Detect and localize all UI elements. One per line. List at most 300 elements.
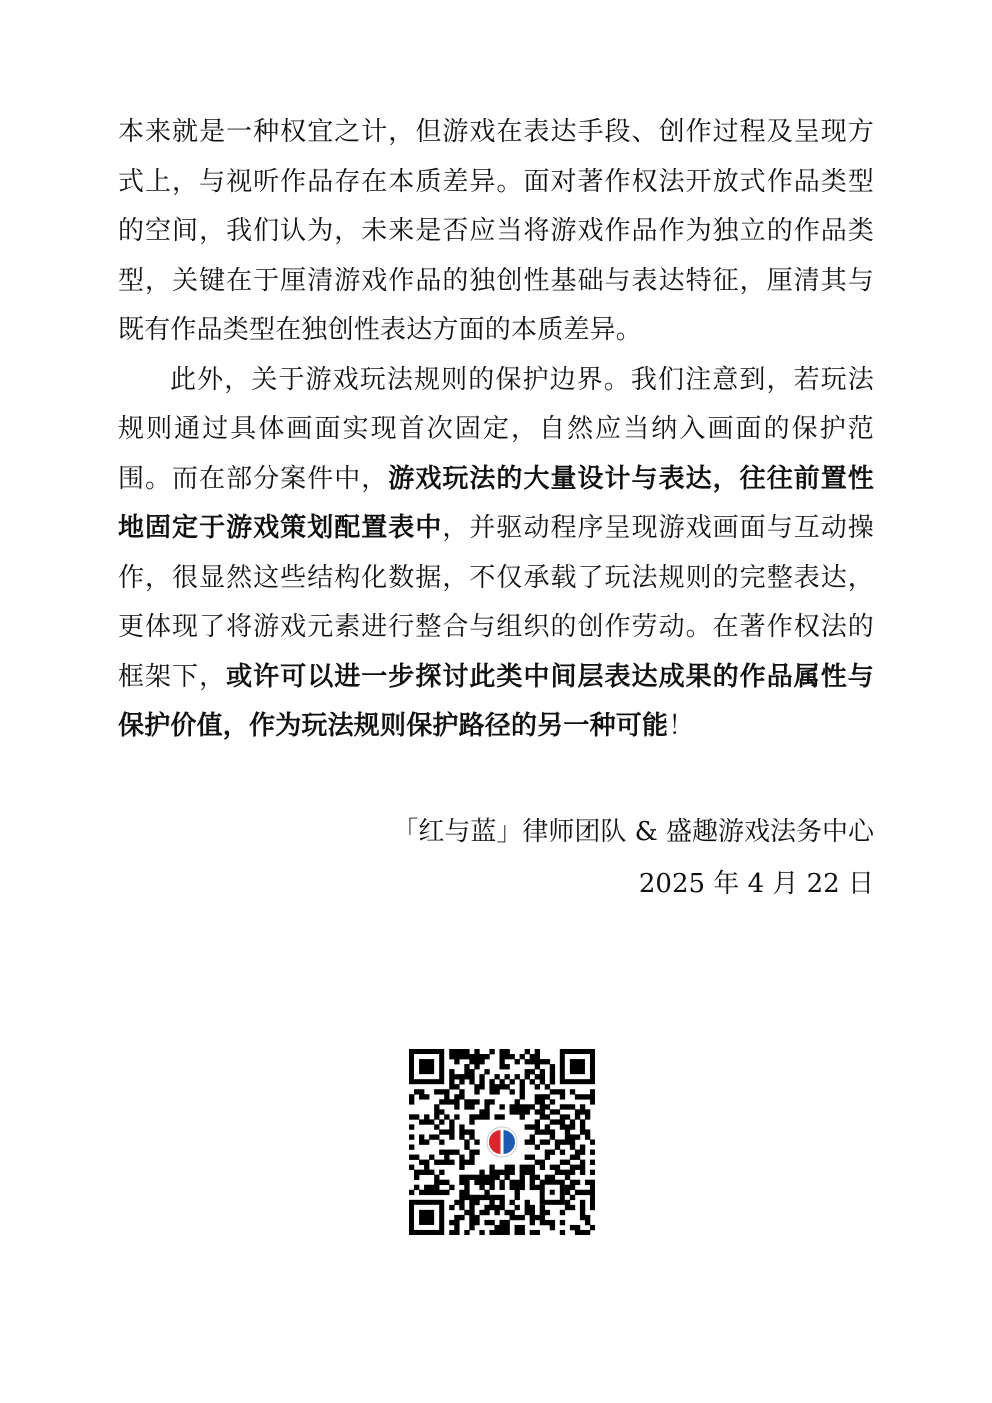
qr-module: [469, 1074, 474, 1079]
qr-module: [464, 1139, 469, 1144]
qr-module: [590, 1160, 595, 1165]
qr-module: [550, 1119, 555, 1124]
qr-module: [505, 1054, 510, 1059]
qr-module: [449, 1069, 454, 1074]
qr-module: [434, 1180, 439, 1185]
qr-module: [489, 1079, 494, 1084]
qr-module: [459, 1180, 464, 1185]
qr-module: [550, 1074, 555, 1079]
qr-module: [560, 1094, 565, 1099]
qr-module: [499, 1180, 504, 1185]
qr-module: [484, 1069, 489, 1074]
qr-module: [469, 1220, 474, 1225]
qr-module: [540, 1074, 545, 1079]
qr-module: [510, 1089, 515, 1094]
qr-module: [484, 1190, 489, 1195]
qr-module: [464, 1064, 469, 1069]
qr-module: [585, 1114, 590, 1119]
qr-module: [429, 1155, 434, 1160]
qr-module: [510, 1165, 515, 1170]
qr-module: [560, 1124, 565, 1129]
qr-module: [545, 1084, 550, 1089]
qr-module: [525, 1059, 530, 1064]
qr-module: [550, 1069, 555, 1074]
qr-module: [414, 1089, 419, 1094]
qr-module: [590, 1099, 595, 1104]
qr-module: [459, 1094, 464, 1099]
qr-module: [515, 1180, 520, 1185]
qr-module: [555, 1145, 560, 1150]
qr-module: [565, 1129, 570, 1134]
qr-module: [454, 1200, 459, 1205]
qr-module: [449, 1124, 454, 1129]
qr-module: [530, 1054, 535, 1059]
qr-module: [499, 1170, 504, 1175]
qr-module: [560, 1139, 565, 1144]
qr-module: [575, 1165, 580, 1170]
qr-module: [449, 1049, 454, 1054]
qr-module: [469, 1160, 474, 1165]
qr-module: [459, 1134, 464, 1139]
qr-module: [484, 1220, 489, 1225]
qr-module: [444, 1094, 449, 1099]
qr-module: [499, 1064, 504, 1069]
qr-module: [535, 1230, 540, 1235]
qr-module: [540, 1220, 545, 1225]
qr-module: [494, 1074, 499, 1079]
qr-module: [499, 1079, 504, 1084]
qr-module: [449, 1205, 454, 1210]
paragraph-2: [118, 356, 874, 752]
qr-module: [550, 1175, 555, 1180]
qr-module: [449, 1150, 454, 1155]
qr-module: [489, 1089, 494, 1094]
qr-module: [565, 1139, 570, 1144]
qr-module: [429, 1190, 434, 1195]
qr-module: [434, 1104, 439, 1109]
qr-module: [489, 1205, 494, 1210]
qr-module: [525, 1210, 530, 1215]
qr-module: [585, 1109, 590, 1114]
qr-module: [464, 1049, 469, 1054]
qr-module: [484, 1114, 489, 1119]
qr-module: [484, 1210, 489, 1215]
qr-module: [530, 1170, 535, 1175]
qr-module: [535, 1084, 540, 1089]
qr-module: [459, 1129, 464, 1134]
qr-module: [570, 1185, 575, 1190]
qr-module: [444, 1150, 449, 1155]
qr-module: [585, 1094, 590, 1099]
qr-module: [479, 1185, 484, 1190]
qr-module: [449, 1054, 454, 1059]
article-body: [118, 108, 874, 752]
qr-module: [535, 1129, 540, 1134]
qr-module: [489, 1175, 494, 1180]
qr-module: [565, 1160, 570, 1165]
qr-module: [550, 1129, 555, 1134]
qr-module: [484, 1180, 489, 1185]
qr-module: [520, 1175, 525, 1180]
qr-module: [494, 1170, 499, 1175]
qr-module: [439, 1160, 444, 1165]
qr-module: [580, 1190, 585, 1195]
qr-module: [515, 1225, 520, 1230]
qr-module: [530, 1104, 535, 1109]
qr-module: [469, 1059, 474, 1064]
qr-module: [540, 1215, 545, 1220]
qr-module: [565, 1175, 570, 1180]
qr-module: [515, 1215, 520, 1220]
qr-module: [530, 1134, 535, 1139]
qr-module: [520, 1094, 525, 1099]
qr-module: [530, 1175, 535, 1180]
qr-module: [419, 1190, 424, 1195]
qr-module: [419, 1089, 424, 1094]
qr-module: [469, 1119, 474, 1124]
qr-module: [494, 1210, 499, 1215]
qr-module: [540, 1099, 545, 1104]
qr-module: [484, 1104, 489, 1109]
qr-module: [459, 1054, 464, 1059]
qr-module: [434, 1124, 439, 1129]
qr-module: [570, 1205, 575, 1210]
qr-module: [545, 1220, 550, 1225]
qr-module: [459, 1200, 464, 1205]
qr-module: [459, 1205, 464, 1210]
qr-module: [474, 1200, 479, 1205]
qr-module: [575, 1190, 580, 1195]
qr-module: [474, 1049, 479, 1054]
qr-module: [575, 1134, 580, 1139]
qr-module: [439, 1170, 444, 1175]
qr-module: [494, 1230, 499, 1235]
qr-module: [449, 1185, 454, 1190]
qr-module: [540, 1059, 545, 1064]
qr-module: [575, 1109, 580, 1114]
qr-module: [590, 1170, 595, 1175]
qr-module: [454, 1084, 459, 1089]
qr-module: [499, 1220, 504, 1225]
qr-module: [520, 1089, 525, 1094]
qr-module: [494, 1205, 499, 1210]
qr-module: [570, 1089, 575, 1094]
qr-module: [505, 1210, 510, 1215]
paragraph-2-part-3: ！: [668, 711, 695, 741]
qr-module: [540, 1210, 545, 1215]
qr-module: [424, 1185, 429, 1190]
qr-module: [444, 1114, 449, 1119]
qr-module: [515, 1104, 520, 1109]
qr-module: [474, 1059, 479, 1064]
qr-module: [525, 1205, 530, 1210]
qr-module: [505, 1175, 510, 1180]
qr-module: [540, 1114, 545, 1119]
qr-module: [540, 1104, 545, 1109]
qr-module: [550, 1165, 555, 1170]
qr-module: [530, 1185, 535, 1190]
qr-module: [565, 1134, 570, 1139]
qr-module: [545, 1175, 550, 1180]
qr-module: [429, 1170, 434, 1175]
qr-module: [580, 1119, 585, 1124]
qr-module: [530, 1059, 535, 1064]
qr-module: [474, 1150, 479, 1155]
qr-module: [530, 1165, 535, 1170]
qr-module: [550, 1134, 555, 1139]
qr-module: [580, 1094, 585, 1099]
qr-module: [489, 1180, 494, 1185]
qr-module: [535, 1145, 540, 1150]
qr-module: [464, 1069, 469, 1074]
qr-module: [499, 1054, 504, 1059]
qr-module: [515, 1074, 520, 1079]
qr-module: [580, 1205, 585, 1210]
qr-finder-inner: [419, 1210, 434, 1225]
signature-date: 2025 年 4 月 22 日: [638, 869, 874, 899]
qr-module: [459, 1215, 464, 1220]
qr-module: [550, 1079, 555, 1084]
qr-module: [459, 1175, 464, 1180]
qr-module: [585, 1180, 590, 1185]
qr-module: [585, 1220, 590, 1225]
qr-module: [414, 1155, 419, 1160]
qr-module: [469, 1195, 474, 1200]
qr-module: [565, 1190, 570, 1195]
qr-module: [550, 1220, 555, 1225]
qr-module: [409, 1155, 414, 1160]
qr-module: [474, 1084, 479, 1089]
qr-module: [540, 1139, 545, 1144]
qr-module: [444, 1129, 449, 1134]
qr-module: [454, 1099, 459, 1104]
qr-module: [555, 1109, 560, 1114]
qr-module: [515, 1059, 520, 1064]
qr-module: [444, 1190, 449, 1195]
qr-module: [464, 1190, 469, 1195]
qr-module: [590, 1150, 595, 1155]
qr-module: [454, 1104, 459, 1109]
qr-module: [570, 1119, 575, 1124]
qr-module: [449, 1099, 454, 1104]
qr-module: [570, 1225, 575, 1230]
qr-module: [469, 1079, 474, 1084]
qr-module: [520, 1114, 525, 1119]
qr-module: [505, 1074, 510, 1079]
qr-module: [409, 1190, 414, 1195]
qr-module: [565, 1200, 570, 1205]
qr-module: [525, 1109, 530, 1114]
qr-module: [535, 1175, 540, 1180]
qr-module: [459, 1165, 464, 1170]
qr-module: [444, 1180, 449, 1185]
qr-module: [540, 1160, 545, 1165]
qr-module: [540, 1069, 545, 1074]
qr-module: [489, 1170, 494, 1175]
qr-module: [449, 1230, 454, 1235]
qr-module: [494, 1089, 499, 1094]
qr-module: [570, 1104, 575, 1109]
qr-module: [479, 1175, 484, 1180]
qr-align-inner: [550, 1190, 555, 1195]
qr-module: [479, 1054, 484, 1059]
qr-module: [419, 1170, 424, 1175]
qr-module: [424, 1139, 429, 1144]
qr-module: [459, 1160, 464, 1165]
qr-module: [409, 1114, 414, 1119]
qr-module: [464, 1145, 469, 1150]
qr-module: [565, 1185, 570, 1190]
qr-module: [560, 1220, 565, 1225]
qr-module: [474, 1054, 479, 1059]
qr-module: [545, 1129, 550, 1134]
qr-module: [520, 1225, 525, 1230]
qr-module: [535, 1160, 540, 1165]
qr-module: [525, 1069, 530, 1074]
qr-module: [499, 1059, 504, 1064]
qr-module: [565, 1124, 570, 1129]
qr-module: [434, 1134, 439, 1139]
qr-module: [545, 1104, 550, 1109]
qr-module: [565, 1104, 570, 1109]
qr-module: [499, 1205, 504, 1210]
qr-module: [454, 1049, 459, 1054]
qr-module: [530, 1069, 535, 1074]
qr-module: [454, 1114, 459, 1119]
qr-module: [424, 1160, 429, 1165]
qr-module: [449, 1160, 454, 1165]
qr-module: [469, 1205, 474, 1210]
qr-module: [474, 1180, 479, 1185]
qr-module: [464, 1074, 469, 1079]
qr-module: [464, 1230, 469, 1235]
qr-module: [499, 1049, 504, 1054]
qr-module: [484, 1099, 489, 1104]
qr-module: [520, 1215, 525, 1220]
qr-module: [494, 1175, 499, 1180]
qr-module: [434, 1089, 439, 1094]
qr-module: [439, 1099, 444, 1104]
qr-module: [570, 1145, 575, 1150]
paragraph-2-bold-1: 游戏玩法的大量设计与表达，往往前置性地固定于游戏策划配置表中: [118, 463, 874, 543]
qr-module: [510, 1054, 515, 1059]
qr-module: [429, 1134, 434, 1139]
qr-module: [494, 1114, 499, 1119]
qr-module: [409, 1094, 414, 1099]
qr-module: [469, 1054, 474, 1059]
qr-module: [444, 1155, 449, 1160]
qr-module: [489, 1220, 494, 1225]
qr-module: [489, 1200, 494, 1205]
qr-module: [590, 1200, 595, 1205]
qr-module: [570, 1195, 575, 1200]
qr-module: [479, 1114, 484, 1119]
qr-code-graphic: [409, 1049, 595, 1235]
qr-module: [590, 1205, 595, 1210]
qr-module: [520, 1084, 525, 1089]
qr-module: [535, 1074, 540, 1079]
qr-module: [545, 1124, 550, 1129]
qr-module: [535, 1185, 540, 1190]
qr-module: [525, 1074, 530, 1079]
qr-module: [590, 1180, 595, 1185]
qr-module: [439, 1180, 444, 1185]
qr-module: [580, 1150, 585, 1155]
qr-module: [409, 1124, 414, 1129]
qr-module: [520, 1185, 525, 1190]
qr-module: [560, 1150, 565, 1155]
qr-module: [439, 1150, 444, 1155]
qr-module: [520, 1104, 525, 1109]
qr-module: [464, 1195, 469, 1200]
qr-module: [515, 1195, 520, 1200]
qr-module: [459, 1049, 464, 1054]
qr-module: [424, 1114, 429, 1119]
qr-module: [555, 1119, 560, 1124]
qr-module: [499, 1104, 504, 1109]
qr-module: [545, 1155, 550, 1160]
qr-module: [479, 1074, 484, 1079]
qr-module: [580, 1215, 585, 1220]
qr-module: [540, 1094, 545, 1099]
qr-module: [555, 1165, 560, 1170]
qr-module: [489, 1165, 494, 1170]
qr-module: [459, 1195, 464, 1200]
qr-module: [510, 1215, 515, 1220]
qr-module: [484, 1109, 489, 1114]
qr-module: [540, 1129, 545, 1134]
qr-module: [580, 1104, 585, 1109]
qr-module: [555, 1170, 560, 1175]
qr-module: [515, 1190, 520, 1195]
qr-module: [429, 1119, 434, 1124]
qr-module: [499, 1185, 504, 1190]
qr-module: [510, 1185, 515, 1190]
qr-module: [469, 1150, 474, 1155]
qr-module: [540, 1109, 545, 1114]
qr-module: [535, 1049, 540, 1054]
qr-module: [525, 1170, 530, 1175]
qr-module: [489, 1230, 494, 1235]
qr-module: [515, 1230, 520, 1235]
qr-module: [575, 1114, 580, 1119]
qr-module: [454, 1225, 459, 1230]
signature-organization: 「红与蓝」律师团队 & 盛趣游戏法务中心: [392, 817, 874, 847]
qr-module: [454, 1230, 459, 1235]
qr-module: [535, 1215, 540, 1220]
qr-module: [409, 1145, 414, 1150]
qr-module: [550, 1099, 555, 1104]
qr-module: [469, 1175, 474, 1180]
qr-module: [565, 1205, 570, 1210]
qr-module: [464, 1054, 469, 1059]
qr-module: [474, 1099, 479, 1104]
qr-module: [434, 1185, 439, 1190]
qr-module: [520, 1180, 525, 1185]
qr-module: [444, 1160, 449, 1165]
qr-module: [439, 1109, 444, 1114]
qr-module: [550, 1089, 555, 1094]
qr-module: [545, 1059, 550, 1064]
qr-module: [550, 1225, 555, 1230]
qr-module: [535, 1099, 540, 1104]
paragraph-2-bold-2: 或许可以进一步探讨此类中间层表达成果的作品属性与保护价值，作为玩法规则保护路径的另一种可能: [118, 661, 874, 741]
qr-module: [555, 1139, 560, 1144]
qr-module: [525, 1139, 530, 1144]
qr-module: [454, 1220, 459, 1225]
qr-module: [494, 1195, 499, 1200]
qr-module: [560, 1170, 565, 1175]
